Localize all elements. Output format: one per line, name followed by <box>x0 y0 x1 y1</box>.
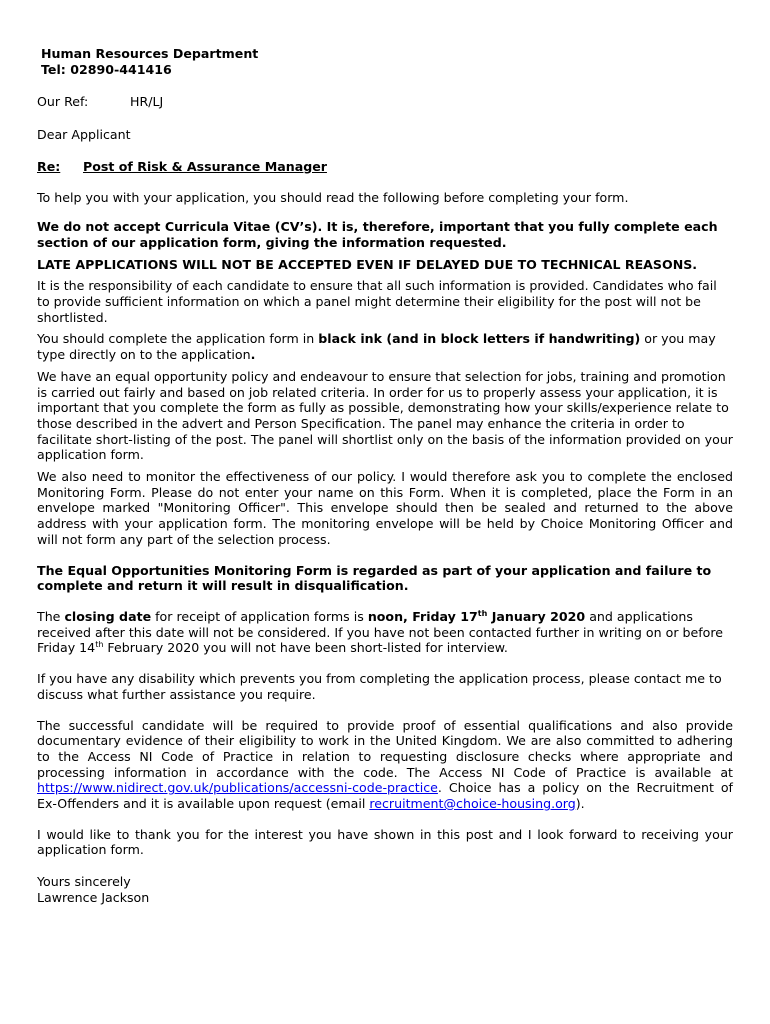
shortlist-date-sup: th <box>95 640 104 650</box>
intro-paragraph: To help you with your application, you should read the following before completing your form. <box>37 189 629 205</box>
monitoring-paragraph: We also need to monitor the effectiveness of our policy. I would therefore ask you to complete the enclosed Monitoring Form. Please do not enter your name on this Form. When it is completed, place the Form in an envelope marked "Monitoring Officer". This envelope should then be sealed and returned to the above address with your application form. The monitoring envelope will be held by Choice Monitoring Officer and will not form any part of the selection process. <box>37 469 733 547</box>
closing-date-month: January 2020 <box>487 608 586 624</box>
closing-text-3: and applications received after this date will not be considered. If you have not been contacted further in writing on or before Friday 14 <box>37 608 724 656</box>
closing-date-paragraph <box>37 609 733 656</box>
late-notice: LATE APPLICATIONS WILL NOT BE ACCEPTED EVEN IF DELAYED DUE TO TECHNICAL REASONS. <box>37 256 698 272</box>
successful-text-2: . Choice has a policy on the Recruitment of Ex-Offenders and it is available upon request (email <box>37 780 733 812</box>
ink-text-2: or you may type directly on to the application <box>37 331 716 363</box>
closing-date-value <box>368 609 585 624</box>
responsibility-paragraph: It is the responsibility of each candidate to ensure that all such information is provided. Candidates who fail to provide sufficient information on which a panel might determine their eligibility for the post will not be shortlisted. <box>37 278 717 325</box>
re-label: Re: <box>37 158 61 174</box>
ink-bold-text: black ink (and in block letters if handwriting) <box>318 331 641 347</box>
successful-text-1: The successful candidate will be required to provide proof of essential qualifications and also provide documentary evidence of their eligibility to work in the United Kingdom. We are also committed to adhering to the Access NI Code of Practice in relation to requesting disclosure checks where appropriate and processing information in accordance with the code. The Access NI Code of Practice is available at <box>37 717 733 780</box>
successful-text-3: ). <box>575 796 585 812</box>
subject-text: Post of Risk & Assurance Manager <box>83 158 327 174</box>
eo-notice: The Equal Opportunities Monitoring Form is regarded as part of your application and failure to complete and return it will result in disqualification. <box>37 562 712 594</box>
closing-text-2: for receipt of application forms is <box>151 608 368 624</box>
ink-paragraph <box>37 331 733 362</box>
closing-date-sup: th <box>477 608 488 618</box>
ink-end: . <box>250 347 256 363</box>
closing-text-4: February 2020 you will not have been short-listed for interview. <box>103 640 508 656</box>
accessni-link[interactable]: https://www.nidirect.gov.uk/publications/accessni-code-practice <box>37 780 438 796</box>
salutation: Dear Applicant <box>37 127 131 143</box>
department-name: Human Resources Department <box>41 46 259 61</box>
letter <box>37 46 733 906</box>
disability-paragraph: If you have any disability which prevents you from completing the application process, please contact me to discuss what further assistance you require. <box>37 671 722 702</box>
signoff-name: Lawrence Jackson <box>37 889 150 905</box>
recruitment-email-link[interactable]: recruitment@choice-housing.org <box>369 796 576 812</box>
our-ref-value: HR/LJ <box>130 94 164 110</box>
closing-date-day: noon, Friday 17 <box>367 608 478 624</box>
our-ref <box>37 94 733 110</box>
department-tel: Tel: 02890-441416 <box>41 61 172 77</box>
cv-notice: We do not accept Curricula Vitae (CV’s). It is, therefore, important that you fully complete each section of our application form, giving the information requested. <box>37 219 718 250</box>
signoff-closing: Yours sincerely <box>37 874 131 890</box>
closing-text-1: The <box>37 608 65 624</box>
equal-policy-paragraph: We have an equal opportunity policy and endeavour to ensure that selection for jobs, training and promotion is carried out fairly and based on job related criteria. In order for us to properly assess your application, it is important that you complete the form as fully as possible, demonstrating how your skills/experience relate to those described in the advert and Person Specification. The panel may enhance the criteria in order to facilitate short-listing of the post. The panel will shortlist only on the basis of the information provided on your application form. <box>37 368 733 463</box>
signoff <box>37 874 733 905</box>
successful-candidate-paragraph <box>37 718 733 812</box>
ink-text-1: You should complete the application form in <box>37 331 319 347</box>
our-ref-label: Our Ref: <box>37 94 89 110</box>
subject-line <box>37 159 733 175</box>
thanks-paragraph: I would like to thank you for the interest you have shown in this post and I look forward to receiving your application form. <box>37 826 733 858</box>
letter-header <box>37 46 733 77</box>
closing-date-label: closing date <box>64 608 152 624</box>
